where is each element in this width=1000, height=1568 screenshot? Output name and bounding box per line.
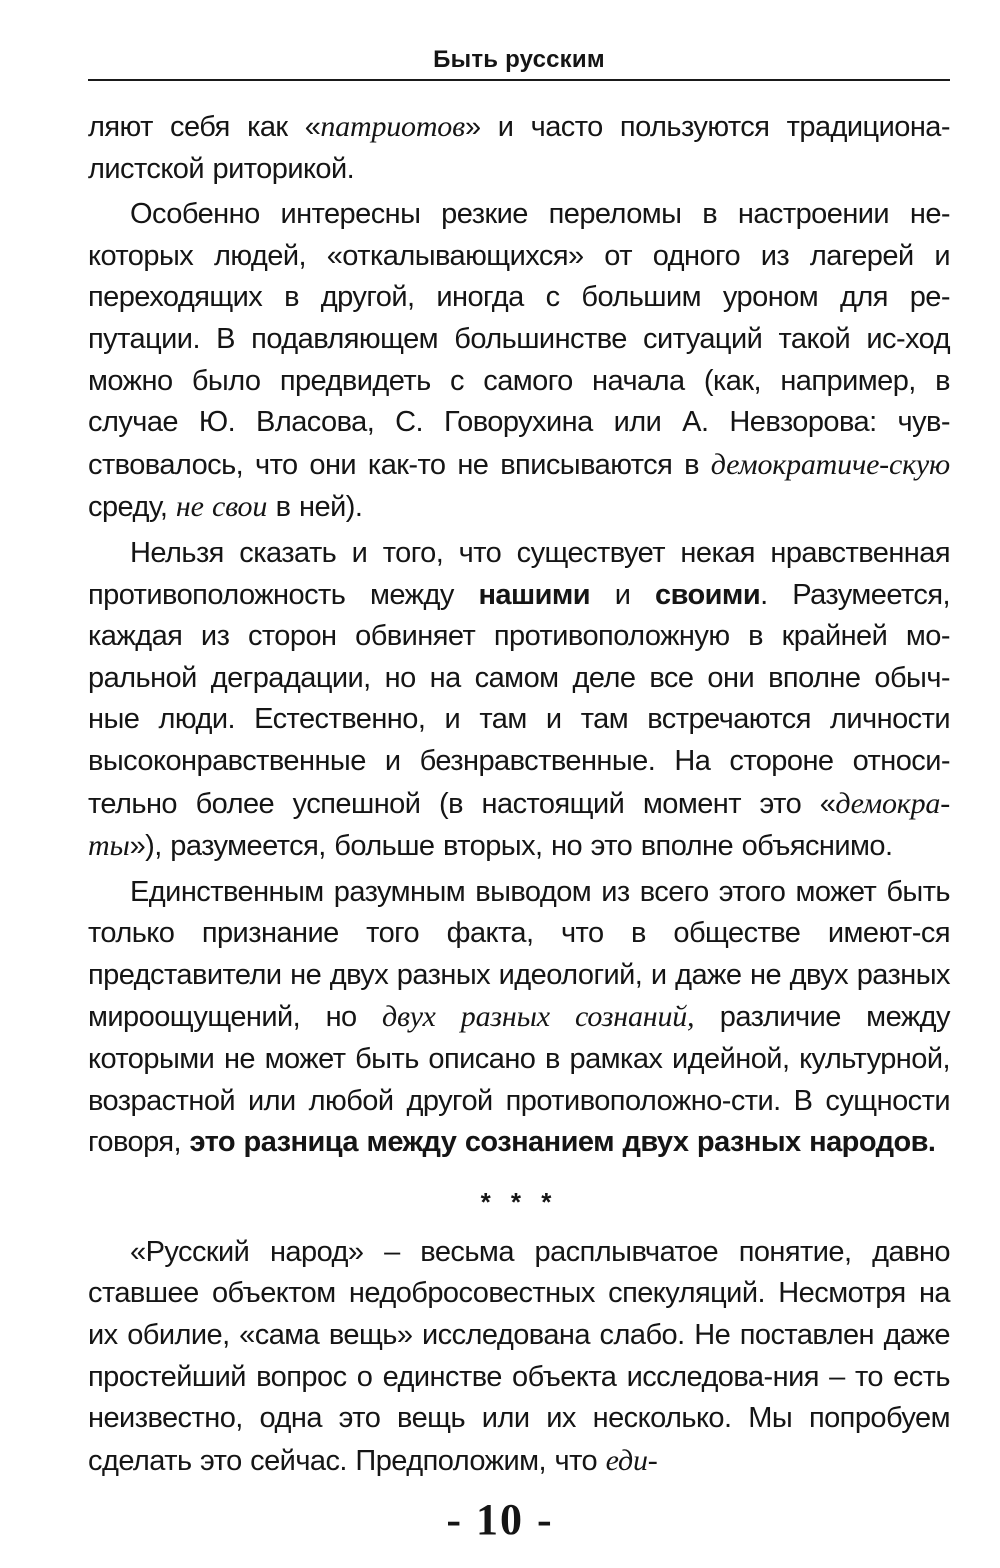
running-title: Быть русским xyxy=(433,46,605,73)
text-run: Особенно интересны резкие переломы в настроении не-которых людей, «откалывающихся» от одного из лагерей и переходящих в другой, иногда с большим уроном для ре-путации. В подавляющем большинстве ситуаций такой ис-ход можно было предвидеть с самого начала (как, например, в случае Ю. Власова, С. Говорухина или А. Невзорова: чув-ствовалось, что они как-то не вписываются в xyxy=(88,198,950,481)
italic-phrase: демократиче-скую xyxy=(710,447,950,481)
text-run: Нельзя сказать и того, что существует некая нравственная противоположность между xyxy=(88,536,950,611)
italic-phrase: еди- xyxy=(605,1443,658,1477)
paragraph xyxy=(88,1232,950,1483)
text-run: »), разумеется, больше вторых, но это вполне объяснимо. xyxy=(129,830,893,863)
page-number: - 10 - xyxy=(446,1495,554,1544)
section-separator: * * * xyxy=(480,1186,558,1217)
bold-phrase: нашими xyxy=(478,578,591,611)
italic-phrase: двух разных сознаний, xyxy=(382,1000,695,1034)
text-run: среду, xyxy=(88,491,176,524)
text-run: Единственным разумным выводом из всего этого может быть только признание того факта, что в обществе имеют-ся представители не двух разных идеологий, и даже не двух разных мироощущений, но xyxy=(88,875,950,1034)
text-run: » и часто пользуются традициона-листской риторикой. xyxy=(88,111,950,185)
body-text xyxy=(88,106,950,1482)
paragraph xyxy=(88,106,950,190)
paragraph xyxy=(88,872,950,1164)
text-run: в ней). xyxy=(267,491,363,524)
text-run: различие между которыми не может быть описано в рамках идейной, культурной, возрастной или любой другой противоположно-сти. В сущности говоря, xyxy=(88,1001,950,1159)
italic-phrase: патриотов xyxy=(320,110,465,143)
italic-phrase: не свои xyxy=(175,490,268,524)
paragraphs-after-separator xyxy=(88,1232,950,1483)
paragraphs-before-separator xyxy=(88,106,950,1164)
text-run: и xyxy=(590,578,655,611)
header-rule xyxy=(88,79,950,81)
bold-phrase: своими xyxy=(655,578,761,611)
text-run: ляют себя как « xyxy=(88,111,321,143)
italic-phrase: демокра-ты xyxy=(88,786,950,863)
text-run: . Разумеется, каждая из сторон обвиняет противоположную в крайней мо-ральной деградации, но на самом деле все они вполне обыч-ные люди. Естественно, и там и там встречаются личности высоконравственные и безнравственные. На стороне относи-тельно более успешной (в настоящий момент это « xyxy=(88,578,950,820)
paragraph xyxy=(88,194,950,529)
paragraph xyxy=(88,533,950,868)
bold-phrase: это разница между сознанием двух разных народов. xyxy=(189,1126,936,1159)
text-run: «Русский народ» – весьма расплывчатое понятие, давно ставшее объектом недобросовестных спекуляций. Несмотря на их обилие, «сама вещь» исследована слабо. Не поставлен даже простейший вопрос о единстве объекта исследова-ния – то есть неизвестно, одна это вещь или их несколько. Мы попробуем сделать это сейчас. Предположим, что xyxy=(88,1235,950,1477)
